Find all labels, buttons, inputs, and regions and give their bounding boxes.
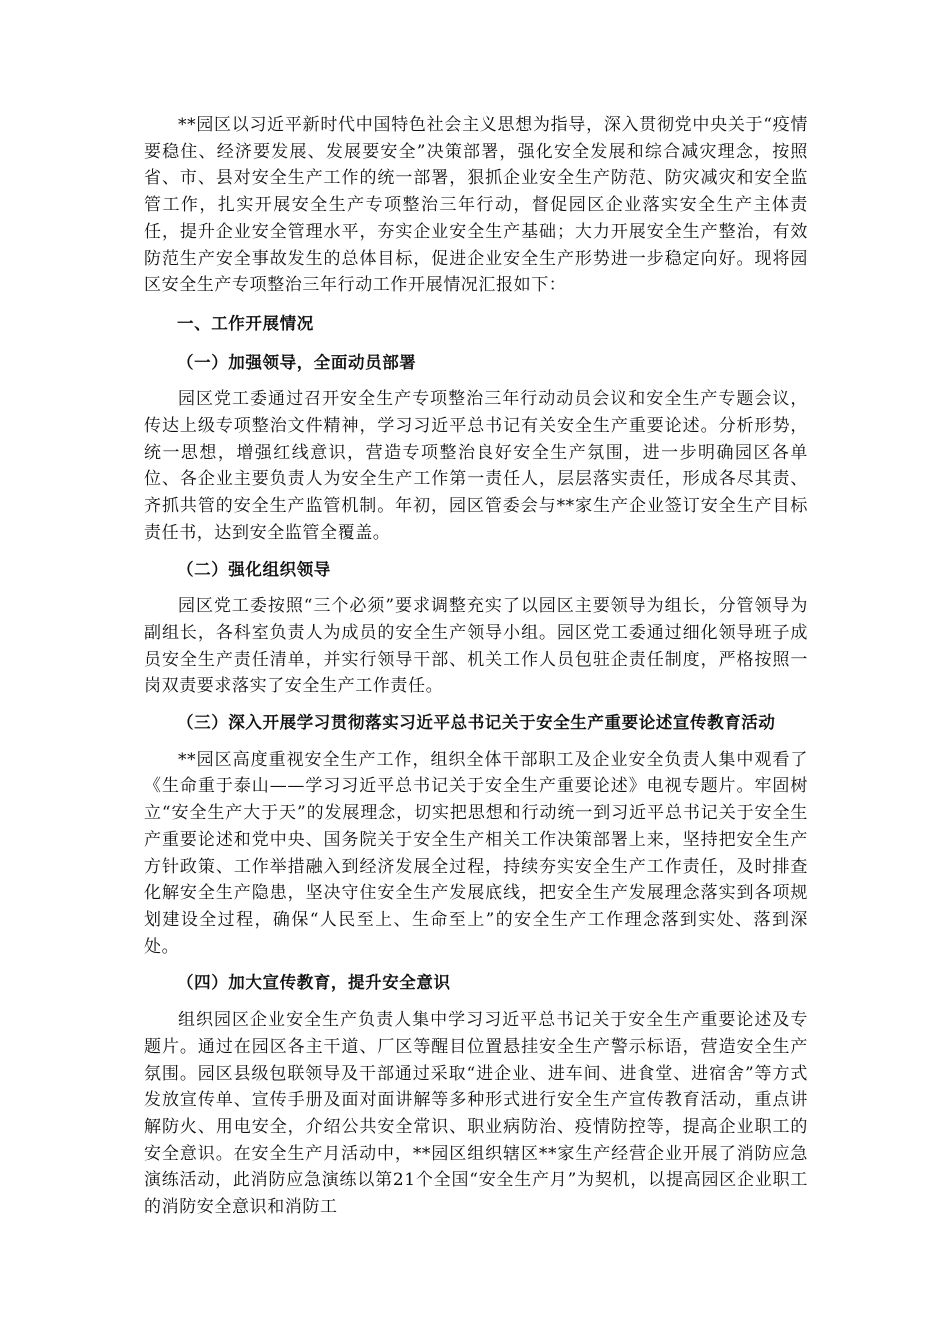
paragraph-leadership: 园区党工委通过召开安全生产专项整治三年行动动员会议和安全生产专题会议，传达上级专项整治文件精神，学习习近平总书记有关安全生产重要论述。分析形势，统一思想，增强红线意识，营造专项整治良好安全生产氛围，进一步明确园区各单位、各企业主要负责人为安全生产工作第一责任人，层层落实责任，形成各尽其责、齐抓共管的安全生产监管机制。年初，园区管委会与**家生产企业签订安全生产目标责任书，达到安全监管全覆盖。 bbox=[144, 389, 808, 543]
subheading-organization: （二）强化组织领导 bbox=[177, 559, 331, 579]
section-heading-work-status: 一、工作开展情况 bbox=[177, 313, 314, 333]
paragraph-study-campaign: **园区高度重视安全生产工作，组织全体干部职工及企业安全负责人集中观看了《生命重于泰山——学习习近平总书记关于安全生产重要论述》电视专题片。牢固树立“安全生产大于天”的发展理念，切实把思想和行动统一到习近平总书记关于安全生产重要论述和党中央、国务院关于安全生产相关工作决策部署上来，坚持把安全生产方针政策、工作举措融入到经济发展全过程，持续夯实安全生产工作责任，及时排查化解安全生产隐患，坚决守住安全生产发展底线，把安全生产发展理念落实到各项规划建设全过程，确保“人民至上、生命至上”的安全生产工作理念落到实处、落到深处。 bbox=[144, 749, 808, 957]
paragraph-organization: 园区党工委按照“三个必须”要求调整充实了以园区主要领导为组长，分管领导为副组长，各科室负责人为成员的安全生产领导小组。园区党工委通过细化领导班子成员安全生产责任清单，并实行领导干部、机关工作人员包驻企责任制度，严格按照一岗双责要求落实了安全生产工作责任。 bbox=[144, 596, 808, 697]
subheading-publicity: （四）加大宣传教育，提升安全意识 bbox=[177, 973, 451, 993]
subheading-study-campaign: （三）深入开展学习贯彻落实习近平总书记关于安全生产重要论述宣传教育活动 bbox=[177, 713, 776, 733]
paragraph-publicity: 组织园区企业安全生产负责人集中学习习近平总书记关于安全生产重要论述及专题片。通过在园区各主干道、厂区等醒目位置悬挂安全生产警示标语，营造安全生产氛围。园区县级包联领导及干部通过采取“进企业、进车间、进食堂、进宿舍”等方式发放宣传单、宣传手册及面对面讲解等多种形式进行安全生产宣传教育活动，重点讲解防火、用电安全，介绍公共安全常识、职业病防治、疫情防控等，提高企业职工的安全意识。在安全生产月活动中，**园区组织辖区**家生产经营企业开展了消防应急演练活动，此消防应急演练以第21个全国“安全生产月”为契机，以提高园区企业职工的消防安全意识和消防工 bbox=[144, 1010, 808, 1218]
intro-paragraph: **园区以习近平新时代中国特色社会主义思想为指导，深入贯彻党中央关于“疫情要稳住、经济要发展、发展要安全”决策部署，强化安全发展和综合减灾理念，按照省、市、县对安全生产工作的统一部署，狠抓企业安全生产防范、防灾减灾和安全监管工作，扎实开展安全生产专项整治三年行动，督促园区企业落实安全生产主体责任，提升企业安全管理水平，夯实企业安全生产基础；大力开展安全生产整治，有效防范生产安全事故发生的总体目标，促进企业安全生产形势进一步稳定向好。现将园区安全生产专项整治三年行动工作开展情况汇报如下： bbox=[144, 115, 808, 296]
subheading-leadership: （一）加强领导，全面动员部署 bbox=[177, 352, 417, 372]
document-page bbox=[144, 112, 808, 1227]
